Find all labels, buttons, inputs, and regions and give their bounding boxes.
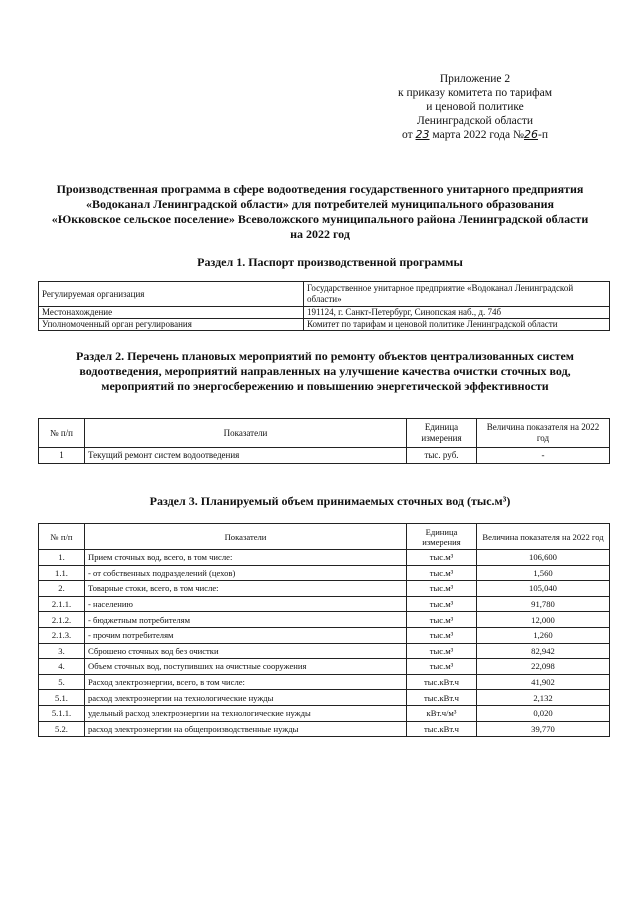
row-unit: тыс. руб. <box>407 448 477 464</box>
row-num: 1.1. <box>39 565 85 581</box>
header-unit: Единица измерения <box>407 524 477 550</box>
row-value: 91,780 <box>477 596 610 612</box>
section3-heading: Раздел 3. Планируемый объем принимаемых сточных вод (тыс.м³) <box>149 494 511 508</box>
date-prefix: от <box>402 129 413 141</box>
heading-line: Раздел 2. Перечень плановых мероприятий по ремонту объектов централизованных систем <box>76 349 574 363</box>
row-indicator: - населению <box>85 596 407 612</box>
row-value: 12,000 <box>477 612 610 628</box>
row-unit: тыс.м³ <box>407 596 477 612</box>
row-unit: тыс.м³ <box>407 612 477 628</box>
header-value: Величина показателя на 2022 год <box>477 524 610 550</box>
header-num: № п/п <box>39 524 85 550</box>
row-indicator: Товарные стоки, всего, в том числе: <box>85 581 407 597</box>
row-indicator: расход электроэнергии на технологические нужды <box>85 690 407 706</box>
measures-table <box>38 418 610 464</box>
header-value: Величина показателя на 2022 год <box>477 419 610 448</box>
heading-line: мероприятий по энергосбережению и повышению энергетической эффективности <box>101 379 549 393</box>
row-value: 0,020 <box>477 705 610 721</box>
section2-heading <box>30 349 620 394</box>
table-row <box>39 659 610 675</box>
row-num: 5. <box>39 674 85 690</box>
row-indicator: удельный расход электроэнергии на технологические нужды <box>85 705 407 721</box>
row-num: 1. <box>39 550 85 566</box>
row-num: 2.1.1. <box>39 596 85 612</box>
table-row <box>39 581 610 597</box>
row-num: 2.1.3. <box>39 627 85 643</box>
row-value: 106,600 <box>477 550 610 566</box>
row-indicator: Текущий ремонт систем водоотведения <box>85 448 407 464</box>
title-line: «Водоканал Ленинградской области» для потребителей муниципального образования <box>85 197 555 211</box>
row-indicator: - бюджетным потребителям <box>85 612 407 628</box>
heading-line: водоотведения, мероприятий направленных на улучшение качества очистки сточных вод, <box>79 364 571 378</box>
section1-heading: Раздел 1. Паспорт производственной программы <box>197 255 463 269</box>
title-line: Производственная программа в сфере водоотведения государственного унитарного предприятия <box>56 182 584 196</box>
table-row <box>39 596 610 612</box>
row-unit: тыс.м³ <box>407 643 477 659</box>
table-row <box>39 550 610 566</box>
header-num: № п/п <box>39 419 85 448</box>
document-title <box>30 182 610 242</box>
row-num: 2.1.2. <box>39 612 85 628</box>
passport-table <box>38 281 610 331</box>
appendix-date-line <box>375 128 575 142</box>
row-unit: кВт.ч/м³ <box>407 705 477 721</box>
table-row <box>39 643 610 659</box>
passport-label: Местонахождение <box>39 307 304 319</box>
table-row <box>39 627 610 643</box>
row-num: 3. <box>39 643 85 659</box>
appendix-line: к приказу комитета по тарифам <box>398 87 552 99</box>
title-line: на 2022 год <box>290 227 350 241</box>
passport-value: Комитет по тарифам и ценовой политике Ленинградской области <box>304 319 610 331</box>
appendix-line: Ленинградской области <box>416 115 534 127</box>
header-indicator: Показатели <box>85 524 407 550</box>
table-header-row <box>39 419 610 448</box>
passport-value: Государственное унитарное предприятие «Водоканал Ленинградской области» <box>304 282 610 307</box>
table-row <box>39 612 610 628</box>
row-unit: тыс.кВт.ч <box>407 690 477 706</box>
row-num: 2. <box>39 581 85 597</box>
row-unit: тыс.кВт.ч <box>407 674 477 690</box>
row-value: - <box>477 448 610 464</box>
appendix-line: и ценовой политике <box>426 101 524 113</box>
row-num: 5.2. <box>39 721 85 737</box>
row-indicator: Расход электроэнергии, всего, в том числе: <box>85 674 407 690</box>
row-unit: тыс.м³ <box>407 565 477 581</box>
row-indicator: Объем сточных вод, поступивших на очистные сооружения <box>85 659 407 675</box>
table-row <box>39 282 610 307</box>
row-indicator: - от собственных подразделений (цехов) <box>85 565 407 581</box>
row-value: 1,260 <box>477 627 610 643</box>
appendix-block <box>375 72 575 142</box>
row-unit: тыс.кВт.ч <box>407 721 477 737</box>
table-row <box>39 565 610 581</box>
header-unit: Единица измерения <box>407 419 477 448</box>
appendix-line: Приложение 2 <box>439 73 511 85</box>
row-unit: тыс.м³ <box>407 550 477 566</box>
table-header-row <box>39 524 610 550</box>
table-row <box>39 705 610 721</box>
passport-label: Уполномоченный орган регулирования <box>39 319 304 331</box>
row-indicator: - прочим потребителям <box>85 627 407 643</box>
passport-label: Регулируемая организация <box>39 282 304 307</box>
row-indicator: расход электроэнергии на общепроизводственные нужды <box>85 721 407 737</box>
wastewater-volume-table <box>38 523 610 737</box>
row-value: 82,942 <box>477 643 610 659</box>
order-number: 26 <box>523 128 538 141</box>
row-num: 4. <box>39 659 85 675</box>
table-row <box>39 721 610 737</box>
passport-value: 191124, г. Санкт-Петербург, Синопская наб., д. 74б <box>304 307 610 319</box>
title-line: «Юкковское сельское поселение» Всеволожского муниципального района Ленинградской области <box>51 212 589 226</box>
row-value: 2,132 <box>477 690 610 706</box>
row-value: 41,902 <box>477 674 610 690</box>
header-indicator: Показатели <box>85 419 407 448</box>
table-row <box>39 690 610 706</box>
date-day: 23 <box>415 128 430 141</box>
table-row <box>39 674 610 690</box>
row-unit: тыс.м³ <box>407 627 477 643</box>
date-rest: марта 2022 года № <box>432 129 524 141</box>
row-indicator: Сброшено сточных вод без очистки <box>85 643 407 659</box>
row-value: 39,770 <box>477 721 610 737</box>
row-indicator: Прием сточных вод, всего, в том числе: <box>85 550 407 566</box>
order-suffix: -п <box>537 129 548 141</box>
row-value: 105,040 <box>477 581 610 597</box>
table-row <box>39 319 610 331</box>
row-unit: тыс.м³ <box>407 659 477 675</box>
row-value: 22,098 <box>477 659 610 675</box>
row-value: 1,560 <box>477 565 610 581</box>
table-row <box>39 307 610 319</box>
row-num: 1 <box>39 448 85 464</box>
row-num: 5.1. <box>39 690 85 706</box>
row-num: 5.1.1. <box>39 705 85 721</box>
table-row <box>39 448 610 464</box>
row-unit: тыс.м³ <box>407 581 477 597</box>
